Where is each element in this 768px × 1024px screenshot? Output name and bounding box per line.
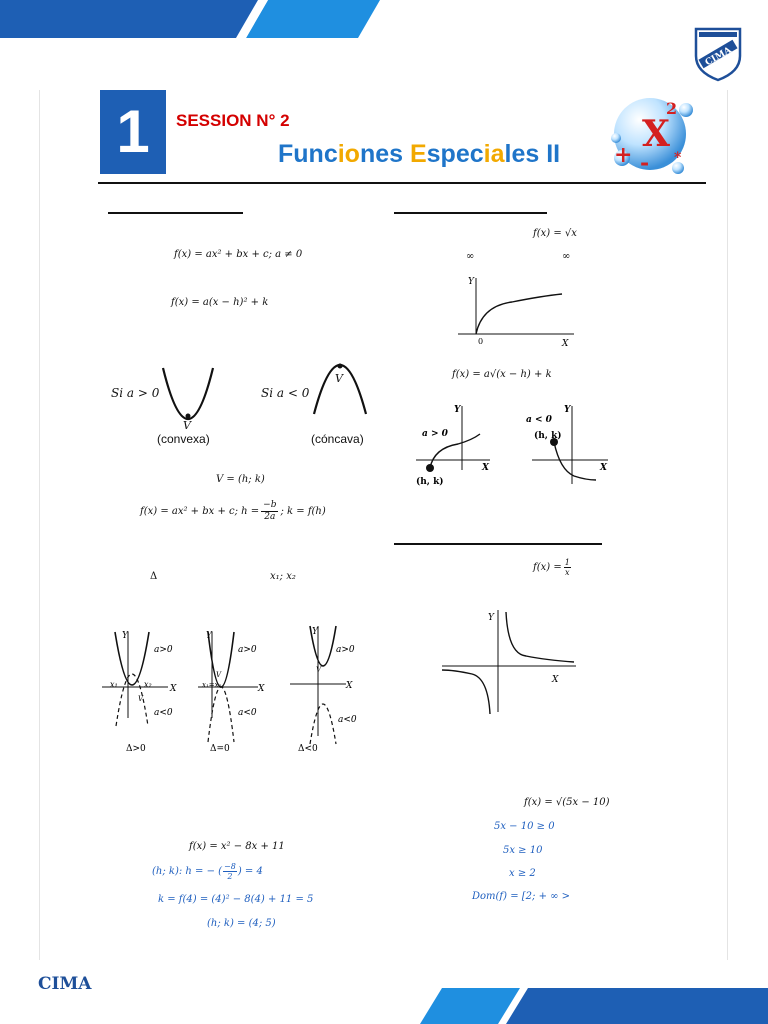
- sqrt-shift-eq: f(x) = a√(x − h) + k: [452, 369, 552, 380]
- svg-text:X: X: [170, 684, 177, 694]
- svg-text:a>0: a>0: [238, 645, 257, 655]
- title-part: nes: [359, 140, 410, 168]
- right-margin-line: [727, 90, 728, 960]
- title-part: ia: [483, 140, 505, 168]
- graph-delta-positive: [102, 631, 177, 754]
- svg-text:a<0: a<0: [238, 708, 257, 718]
- title-part: io: [337, 140, 360, 168]
- unit-number: 1: [116, 98, 150, 165]
- example-sqrt-eq: f(x) = √(5x − 10): [524, 797, 610, 808]
- svg-text:a<0: a<0: [338, 715, 357, 725]
- reciprocal-function-eq: f(x) = $\frac{1}{x}$: [533, 558, 570, 577]
- graph-delta-negative: [290, 626, 357, 754]
- svg-text:X: X: [642, 113, 670, 155]
- vertex-label-concave: V: [335, 372, 343, 385]
- session-label: SESSION N° 2: [176, 111, 290, 130]
- svg-text:x₁: x₁: [110, 680, 118, 689]
- math-bubble-icon: [604, 88, 700, 184]
- svg-text:Y: Y: [454, 405, 461, 415]
- svg-text:X: X: [482, 463, 489, 473]
- svg-text:Y: Y: [488, 613, 494, 623]
- vertex-definition: V = (h; k): [216, 474, 265, 485]
- svg-text:0: 0: [478, 337, 484, 346]
- h-fraction: $\frac{-b}{2a}$: [263, 500, 277, 522]
- svg-text:Y: Y: [468, 277, 474, 287]
- svg-text:X: X: [600, 463, 607, 473]
- delta-symbol: Δ: [150, 571, 158, 582]
- svg-text:2: 2: [666, 99, 678, 118]
- left-margin-line: [39, 90, 40, 960]
- eq-vertex-form: f(x) = a(x − h)² + k: [171, 297, 269, 308]
- svg-text:V: V: [316, 666, 322, 674]
- left-section-underline: [108, 212, 243, 214]
- svg-text:a > 0: a > 0: [422, 429, 448, 439]
- example-h-fraction: −8 2: [224, 862, 236, 881]
- graph-delta-zero: [198, 631, 265, 754]
- svg-text:a<0: a<0: [154, 708, 173, 718]
- title-part: les II: [504, 140, 561, 168]
- svg-text:+: +: [614, 142, 633, 168]
- right-section-rule: [394, 543, 602, 545]
- svg-text:X: X: [346, 681, 353, 691]
- svg-text:x₂: x₂: [144, 680, 152, 689]
- bottom-band: [0, 988, 768, 1024]
- svg-text:V: V: [216, 671, 222, 679]
- svg-text:X: X: [562, 339, 569, 349]
- svg-text:V: V: [138, 695, 144, 703]
- title-part: E: [409, 140, 427, 168]
- svg-text:(h, k): (h, k): [416, 477, 444, 487]
- infinity-right: ∞: [562, 251, 571, 262]
- example-domain: Dom(f) = [2; + ∞ >: [472, 891, 571, 902]
- concava-label: (cóncava): [311, 432, 364, 446]
- case-a-negative: Si a < 0: [261, 386, 310, 400]
- eq-h-k-formula: f(x) = ax² + bx + c; h = $\frac{-b}{2a}$ ; k = f(h): [140, 500, 326, 522]
- page-title: [278, 140, 560, 169]
- top-band: [0, 0, 768, 45]
- svg-text:a>0: a>0: [336, 645, 355, 655]
- example-k-line: k = f(4) = (4)² − 8(4) + 11 = 5: [158, 894, 314, 905]
- svg-text:Δ<0: Δ<0: [298, 744, 318, 754]
- svg-text:Y: Y: [312, 627, 318, 637]
- sqrt-graph: [452, 272, 582, 350]
- footer-brand: CIMA: [38, 974, 92, 994]
- svg-text:Δ=0: Δ=0: [210, 744, 230, 754]
- reciprocal-graph: [440, 606, 580, 716]
- example-vertex-line: (h; k) = (4; 5): [207, 918, 276, 929]
- title-part: spec: [426, 140, 484, 168]
- sqrt-shift-graphs: [410, 398, 620, 490]
- unit-number-box: [100, 90, 166, 174]
- svg-text:a < 0: a < 0: [526, 415, 552, 425]
- example-h-line: (h; k): h = − ( −8 2 ) = 4: [152, 862, 263, 881]
- example-quadratic-eq: f(x) = x² − 8x + 11: [189, 841, 285, 852]
- svg-text:CIMA: CIMA: [703, 45, 734, 69]
- right-section-underline: [394, 212, 547, 214]
- header-rule: [98, 182, 706, 184]
- shield-logo-icon: [693, 26, 743, 82]
- svg-text:(h, k): (h, k): [534, 431, 562, 441]
- reciprocal-fraction: $\frac{1}{x}$: [564, 558, 570, 577]
- example-step-1: 5x − 10 ≥ 0: [494, 821, 555, 832]
- svg-text:*: *: [674, 150, 682, 166]
- svg-text:X: X: [552, 675, 559, 685]
- svg-text:Y: Y: [122, 631, 128, 641]
- svg-text:Δ>0: Δ>0: [126, 744, 146, 754]
- svg-text:Y: Y: [564, 405, 571, 415]
- infinity-left: ∞: [466, 251, 475, 262]
- svg-text:Y: Y: [206, 631, 212, 641]
- convexa-label: (convexa): [157, 432, 210, 446]
- svg-text:x₁=x₂: x₁=x₂: [202, 681, 222, 689]
- example-step-2: 5x ≥ 10: [503, 845, 543, 856]
- svg-text:-: -: [640, 150, 650, 176]
- case-a-positive: Si a > 0: [111, 386, 160, 400]
- svg-text:a>0: a>0: [154, 645, 173, 655]
- discriminant-graphs: [98, 618, 378, 758]
- vertex-label-convex: V: [183, 419, 191, 432]
- svg-text:X: X: [258, 684, 265, 694]
- title-part: Func: [278, 140, 338, 168]
- sqrt-function-eq: f(x) = √x: [533, 228, 577, 239]
- eq-general-quadratic: f(x) = ax² + bx + c; a ≠ 0: [174, 249, 303, 260]
- example-step-3: x ≥ 2: [509, 868, 536, 879]
- roots-label: x₁; x₂: [270, 571, 296, 582]
